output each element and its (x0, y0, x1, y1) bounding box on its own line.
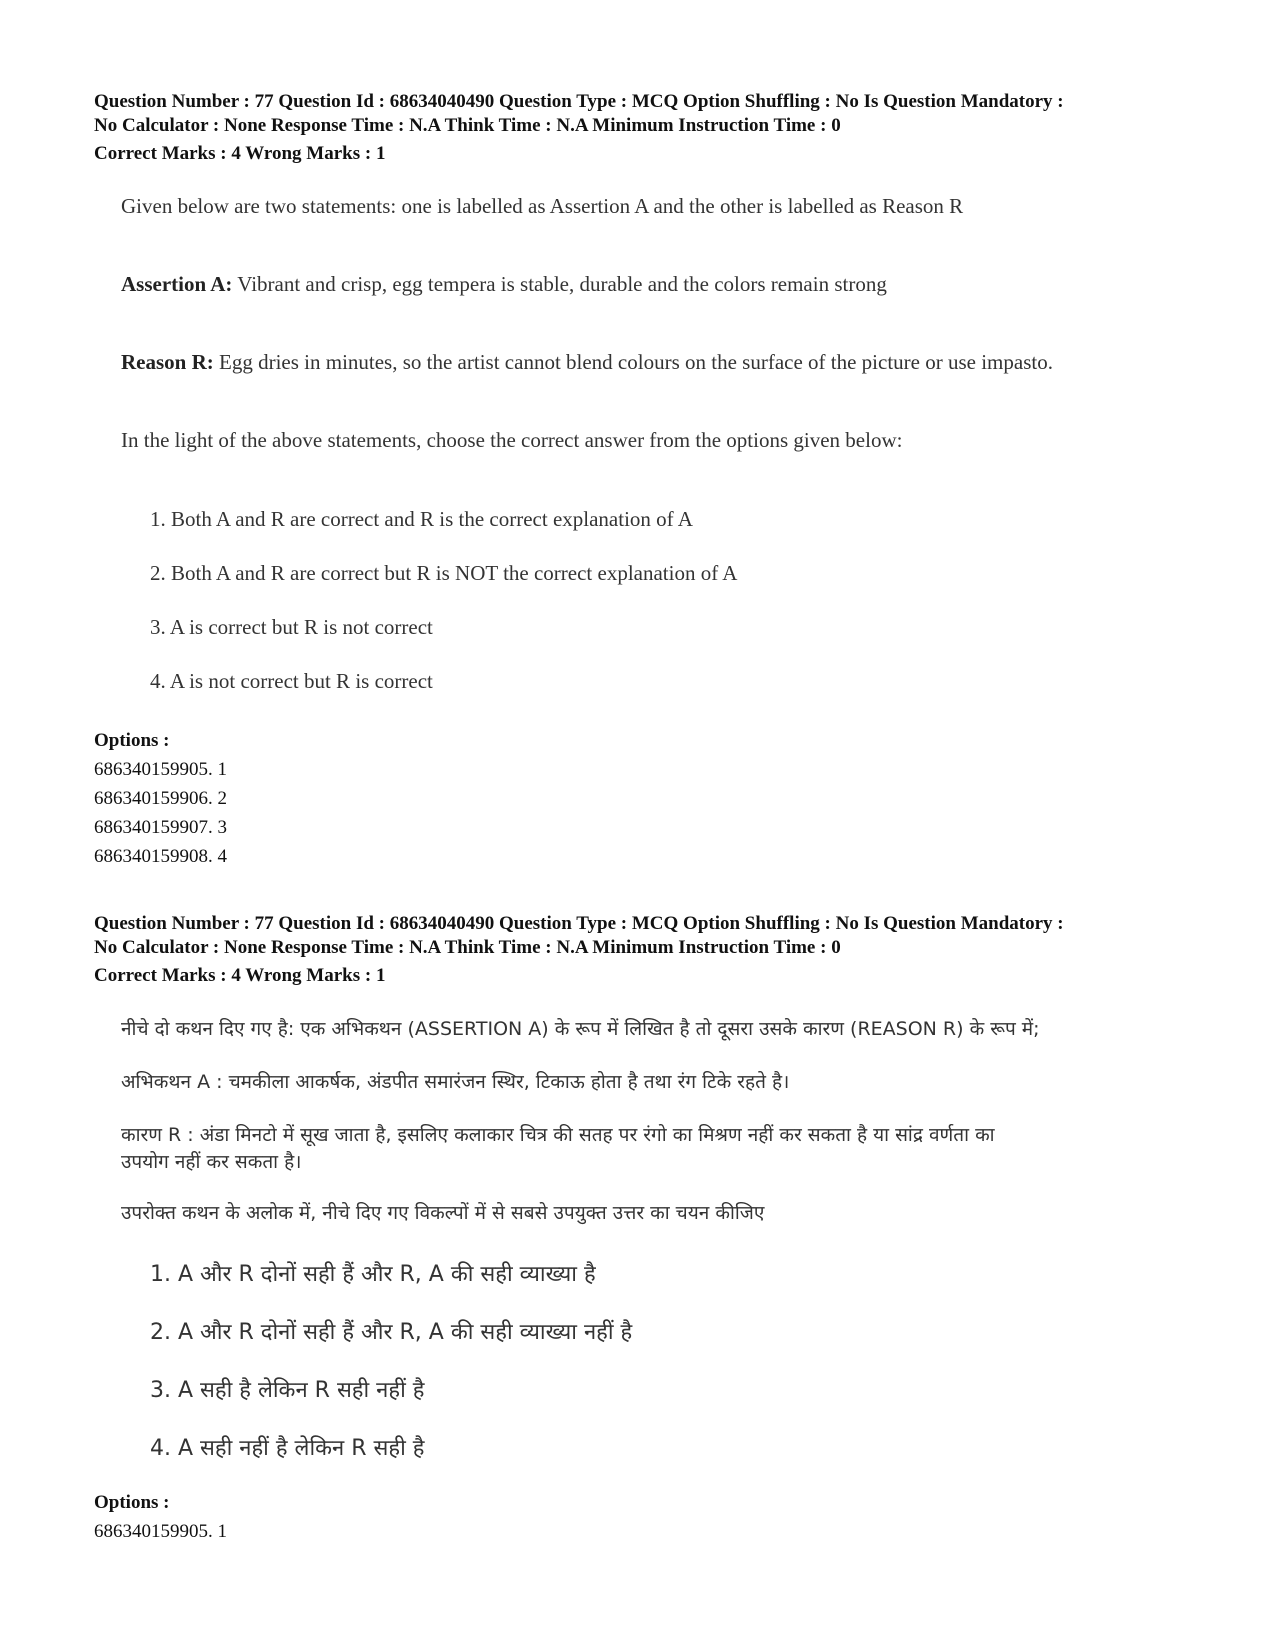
reason-text: Egg dries in minutes, so the artist cannot blend colours on the surface of the picture or use impasto. (213, 350, 1053, 374)
question-intro: Given below are two statements: one is labelled as Assertion A and the other is labelled as Reason R (121, 194, 964, 218)
choice-item: 4. A is not correct but R is correct (150, 669, 433, 693)
assertion-statement: अभिकथन A : चमकीला आकर्षक, अंडपीत समारंजन स्थिर, टिकाऊ होता है तथा रंग टिके रहते है। (121, 1071, 790, 1093)
reason-line-2: उपयोग नहीं कर सकता है। (121, 1151, 302, 1173)
option-id: 686340159905. 1 (94, 1521, 227, 1542)
option-id: 686340159905. 1 (94, 759, 227, 780)
option-id: 686340159908. 4 (94, 846, 227, 867)
question-meta (94, 912, 1064, 988)
options-title: Options : (94, 730, 170, 751)
marks-line: Correct Marks : 4 Wrong Marks : 1 (94, 965, 386, 986)
meta-line-1: Question Number : 77 Question Id : 68634040490 Question Type : MCQ Option Shuffling : No Is Question Mandatory : (94, 91, 1064, 112)
choice-item: 1. A और R दोनों सही हैं और R, A की सही व्याख्या है (150, 1262, 596, 1287)
assertion-statement (121, 271, 887, 297)
reason-statement (121, 349, 1053, 375)
assertion-label: Assertion A: (121, 272, 233, 296)
meta-line-2: No Calculator : None Response Time : N.A Think Time : N.A Minimum Instruction Time : 0 (94, 937, 841, 958)
marks-line: Correct Marks : 4 Wrong Marks : 1 (94, 143, 386, 164)
meta-line-1: Question Number : 77 Question Id : 68634040490 Question Type : MCQ Option Shuffling : No Is Question Mandatory : (94, 913, 1064, 934)
reason-label: Reason R: (121, 350, 214, 374)
question-instruction: In the light of the above statements, choose the correct answer from the options given below: (121, 428, 903, 452)
choice-item: 4. A सही नहीं है लेकिन R सही है (150, 1436, 425, 1461)
question-intro: नीचे दो कथन दिए गए है: एक अभिकथन (ASSERTION A) के रूप में लिखित है तो दूसरा उसके कारण (REASON R) के रूप में; (121, 1018, 1040, 1040)
question-instruction: उपरोक्त कथन के अलोक में, नीचे दिए गए विकल्पों में से सबसे उपयुक्त उत्तर का चयन कीजिए (121, 1202, 765, 1224)
reason-statement (121, 1122, 995, 1176)
choice-item: 3. A is correct but R is not correct (150, 615, 433, 639)
choice-item: 2. A और R दोनों सही हैं और R, A की सही व्याख्या नहीं है (150, 1320, 633, 1345)
choice-item: 1. Both A and R are correct and R is the correct explanation of A (150, 507, 693, 531)
choice-item: 3. A सही है लेकिन R सही नहीं है (150, 1378, 425, 1403)
reason-line-1: कारण R : अंडा मिनटो में सूख जाता है, इसलिए कलाकार चित्र की सतह पर रंगो का मिश्रण नहीं कर सकता है या सांद्र वर्णता का (121, 1124, 995, 1146)
option-id: 686340159907. 3 (94, 817, 227, 838)
assertion-text: Vibrant and crisp, egg tempera is stable, durable and the colors remain strong (232, 272, 887, 296)
option-id: 686340159906. 2 (94, 788, 227, 809)
meta-line-2: No Calculator : None Response Time : N.A Think Time : N.A Minimum Instruction Time : 0 (94, 115, 841, 136)
choice-item: 2. Both A and R are correct but R is NOT the correct explanation of A (150, 561, 738, 585)
options-title: Options : (94, 1492, 170, 1513)
question-meta (94, 90, 1064, 166)
